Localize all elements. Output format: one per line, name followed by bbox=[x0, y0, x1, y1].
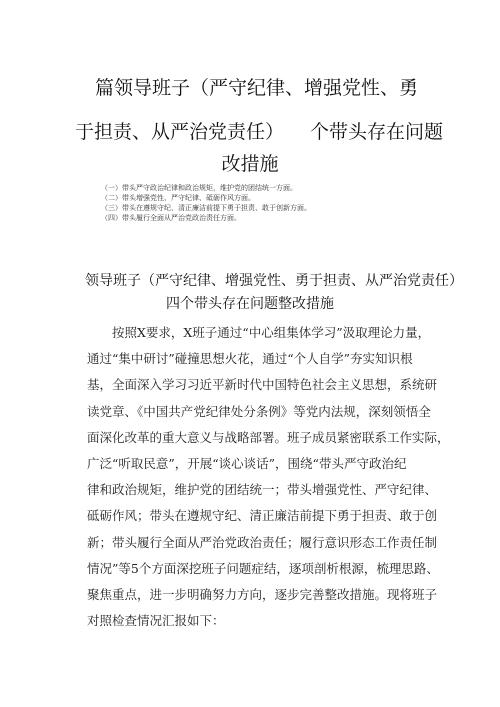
paragraph-line: 基，全面深入学习习近平新时代中国特色社会主义思想，系统研 bbox=[87, 377, 438, 393]
toc-item: （三）带头在遵规守纪、清正廉洁前提下勇于担责、敢于创新方面。 bbox=[101, 204, 311, 212]
table-of-contents bbox=[101, 183, 311, 223]
document-title-line-2-part-b: 个带头存在问题 bbox=[310, 121, 444, 143]
section-heading-line-1: 领导班子（严守纪律、增强党性、勇于担责、从严治党责任） bbox=[85, 273, 463, 289]
paragraph-line: 面深化改革的重大意义与战略部署。班子成员紧密联系工作实际， bbox=[87, 429, 450, 445]
paragraph-line: 砥砺作风；带头在遵规守纪、清正廉洁前提下勇于担责、敢于创 bbox=[87, 508, 438, 524]
paragraph-line: 对照检查情况汇报如下： bbox=[87, 613, 225, 629]
body-paragraph bbox=[87, 320, 450, 634]
paragraph-line: 情况”等5个方面深挖班子问题症结，逐项剖析根源，梳理思路、 bbox=[87, 560, 439, 576]
paragraph-line: 聚焦重点，进一步明确努力方向，逐步完善整改措施。现将班子 bbox=[87, 586, 438, 602]
document-title-line-2 bbox=[0, 120, 500, 144]
paragraph-line: 读党章、《中国共产党纪律处分条例》等党内法规，深刻领悟全 bbox=[87, 403, 431, 419]
toc-item: （一）带头严守政治纪律和政治规矩，维护党的团结统一方面。 bbox=[101, 184, 297, 192]
section-heading-line-2: 四个带头存在问题整改措施 bbox=[166, 296, 334, 312]
paragraph-line: 广泛“听取民意”，开展“谈心谈话”，围绕“带头严守政治纪 bbox=[87, 455, 407, 471]
toc-item: （四）带头履行全面从严治党政治责任方面。 bbox=[101, 214, 241, 222]
paragraph-line: 通过“集中研讨”碰撞思想火花，通过“个人自学”夯实知识根 bbox=[87, 351, 413, 367]
paragraph-line: 律和政治规矩，维护党的团结统一；带头增强党性、严守纪律、 bbox=[87, 482, 438, 498]
paragraph-line: 新；带头履行全面从严治党政治责任；履行意识形态工作责任制 bbox=[87, 534, 438, 550]
toc-item: （二）带头增强党性、严守纪律、砥砺作风方面。 bbox=[101, 194, 255, 202]
document-title-line-2-part-a: 于担责、从严治党责任） bbox=[75, 121, 285, 143]
paragraph-line: 按照X要求，X班子通过“中心组集体学习”汲取理论力量， bbox=[112, 325, 431, 340]
document-title-line-3: 改措施 bbox=[221, 153, 279, 175]
document-title-line-1: 篇领导班子（严守纪律、增强党性、勇 bbox=[95, 77, 419, 99]
